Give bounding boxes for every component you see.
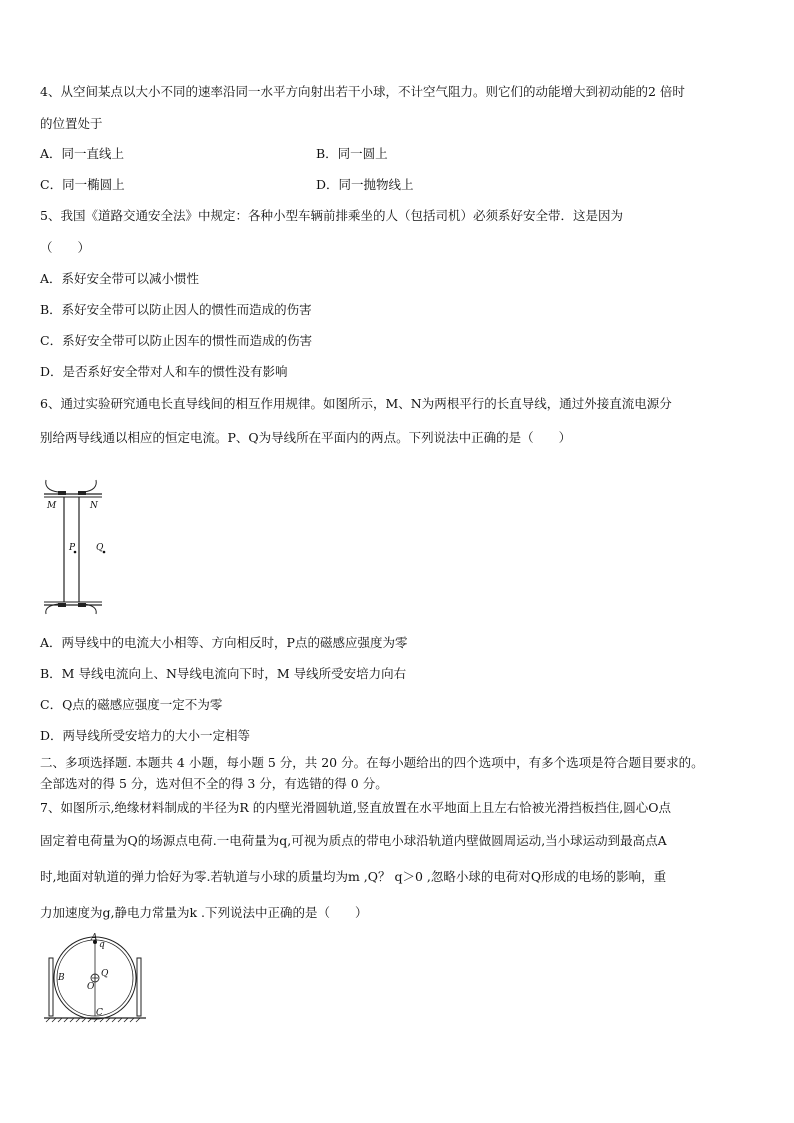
q6-figure-parallel-wires [38,478,108,616]
label-c: C [96,1008,103,1018]
label-q-small: q [99,940,105,950]
q7-stem-line2: 固定着电荷量为Q的场源点电荷.一电荷量为q,可视为质点的带电小球沿轨道内壁做圆周运动,当小球运动到最高点A [40,833,667,848]
q5-option-b: B．系好安全带可以防止因人的惯性而造成的伤害 [40,302,312,317]
section2-heading-line2: 全部选对的得 5 分，选对但不全的得 3 分，有选错的得 0 分。 [40,776,388,791]
q6-option-b: B．M 导线电流向上、N导线电流向下时，M 导线所受安培力向右 [40,666,407,681]
label-a: A [91,933,98,943]
q4-option-d: D．同一抛物线上 [316,177,414,192]
q6-option-c: C．Q点的磁感应强度一定不为零 [40,697,223,712]
q5-stem-line2: （ ） [40,240,91,255]
q5-stem-line1: 5、我国《道路交通安全法》中规定：各种小型车辆前排乘坐的人（包括司机）必须系好安全带．这是因为 [40,208,623,223]
q6-stem-line2: 别给两导线通以相应的恒定电流。P、Q为导线所在平面内的两点。下列说法中正确的是（ ） [40,430,572,445]
q7-stem-line3: 时,地面对轨道的弹力恰好为零.若轨道与小球的质量均为m ,Q？ q＞0 ,忽略小球的电荷对Q形成的电场的影响，重 [40,869,667,884]
q4-option-b: B．同一圆上 [316,146,388,161]
q4-stem-line1: 4、从空间某点以大小不同的速率沿同一水平方向射出若干小球，不计空气阻力。则它们的动能增大到初动能的2 倍时 [40,84,685,99]
label-q-charge: Q [101,969,109,979]
label-m: M [47,501,57,511]
q6-option-d: D．两导线所受安培力的大小一定相等 [40,728,251,743]
q6-option-a: A．两导线中的电流大小相等、方向相反时，P点的磁感应强度为零 [40,635,408,650]
q6-stem-line1: 6、通过实验研究通电长直导线间的相互作用规律。如图所示，M、N为两根平行的长直导线，通过外接直流电源分 [40,396,672,411]
label-p: P [69,543,76,553]
q5-option-a: A．系好安全带可以减小惯性 [40,271,200,286]
q5-option-c: C．系好安全带可以防止因车的惯性而造成的伤害 [40,333,313,348]
q5-option-d: D．是否系好安全带对人和车的惯性没有影响 [40,364,288,379]
q4-option-a: A．同一直线上 [40,146,125,161]
label-o: O [87,982,95,992]
q4-option-c: C．同一椭圆上 [40,177,125,192]
label-b: B [58,973,65,983]
label-q: Q [96,543,104,553]
q7-stem-line1: 7、如图所示,绝缘材料制成的半径为R 的内壁光滑圆轨道,竖直放置在水平地面上且左右恰被光滑挡板挡住,圆心O点 [40,800,672,815]
label-n: N [90,501,98,511]
q7-figure-circular-track [40,932,152,1026]
q7-stem-line4: 力加速度为g,静电力常量为k .下列说法中正确的是（ ） [40,905,368,920]
section2-heading-line1: 二、多项选择题. 本题共 4 小题，每小题 5 分，共 20 分。在每小题给出的四个选项中，有多个选项是符合题目要求的。 [40,755,704,770]
q4-stem-line2: 的位置处于 [40,116,103,131]
